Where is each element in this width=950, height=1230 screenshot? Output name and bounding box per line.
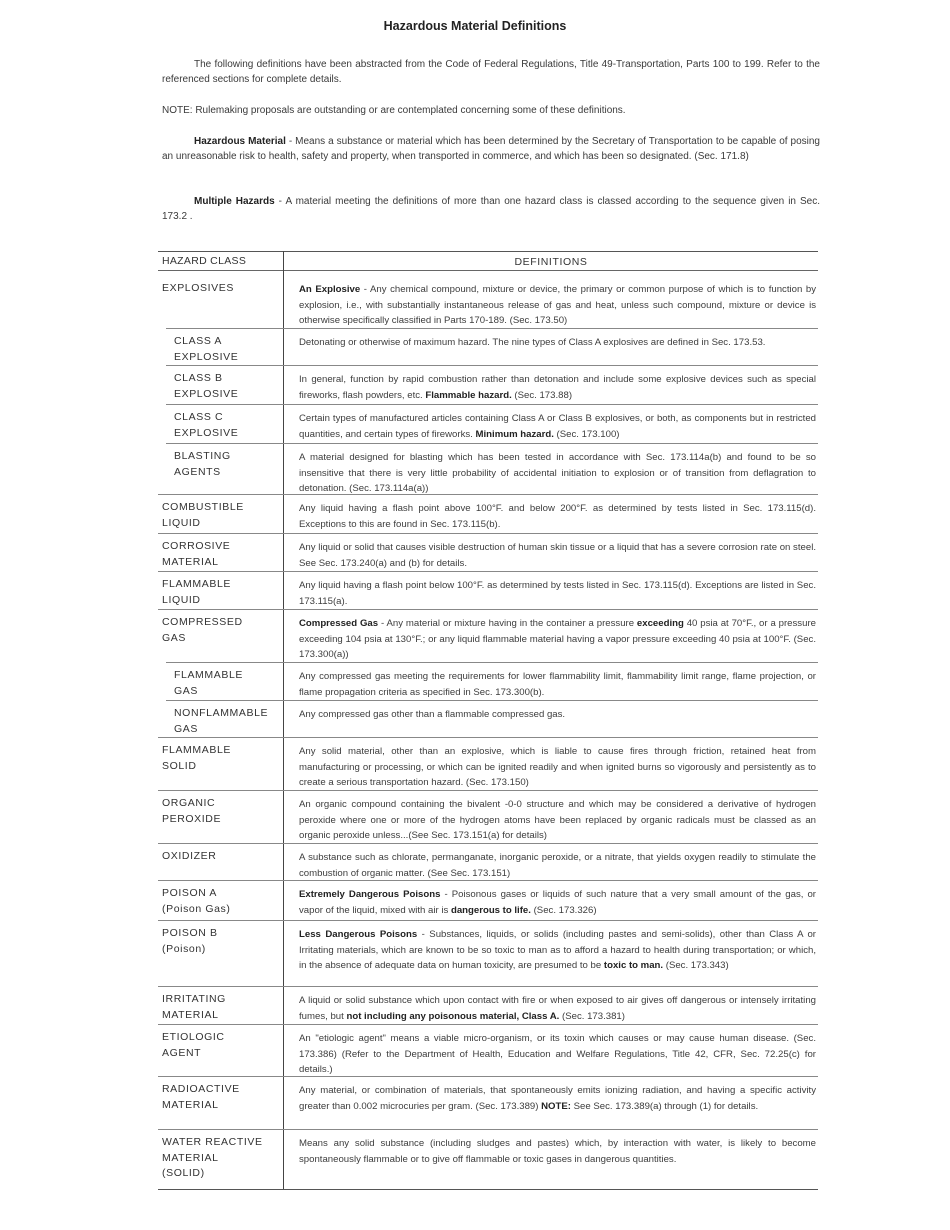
hazard-class-cell: OXIDIZER [162, 850, 217, 862]
definition-cell [299, 411, 816, 442]
row-rule [166, 365, 818, 366]
hazard-class-cell: NONFLAMMABLE GAS [174, 707, 269, 735]
definition-text: An organic compound containing the bivalent -0-0 structure and which may be considered a derivative of hydrogen peroxide where one or more of the hydrogen atoms have been replaced by organic radicals must be classed as an organic peroxide unless...(See Sec. 173.151(a) for details) [299, 799, 816, 841]
definition-emphasis: An Explosive [299, 284, 361, 295]
row-rule [166, 404, 818, 405]
definition-text: Certain types of manufactured articles containing Class A or Class B explosives, or both, as components but in restricted quantities, and certain types of fireworks. [299, 413, 816, 440]
definition-text: Any compressed gas other than a flammable compressed gas. [299, 709, 566, 720]
table-bottom-rule [158, 1189, 818, 1190]
row-rule [158, 986, 818, 987]
hazard-class-cell: IRRITATING MATERIAL [162, 993, 226, 1021]
definition-emphasis: NOTE: [541, 1100, 571, 1112]
definition-text: Any liquid having a flash point below 100°F. as determined by tests listed in Sec. 173.115(d). Exceptions are listed in Sec. 173.115(a). [299, 580, 816, 607]
definition-cell [299, 669, 816, 700]
definition-text: (Sec. 173.88) [511, 389, 573, 401]
definition-emphasis: not including any poisonous material, Class A. [346, 1010, 560, 1022]
definition-cell [299, 540, 816, 571]
hazardous-material-term: Hazardous Material [194, 136, 286, 147]
definition-text: A liquid or solid substance which upon contact with fire or when exposed to air gives off dangerous or intensely irritating fumes, but [299, 995, 816, 1022]
multiple-hazards-text: - A material meeting the definitions of more than one hazard class is classed according to the sequence given in Sec. 173.2 . [162, 196, 820, 222]
hazard-class-cell: BLASTING AGENTS [174, 450, 231, 478]
definition-text: - Any material or mixture having in the container a pressure [378, 618, 637, 629]
note-paragraph: NOTE: Rulemaking proposals are outstanding or are contemplated concerning some of these definitions. [162, 105, 626, 116]
multiple-hazards-paragraph [162, 194, 820, 224]
page-title: Hazardous Material Definitions [383, 19, 567, 33]
definition-emphasis: dangerous to life. [450, 904, 531, 916]
definition-text: - Any chemical compound, mixture or device, the primary or common purpose of which is to function by explosion, i.e., with substantially instantaneous release of gas and heat, unless such compound, mixture or device is otherwise specifically classified in Parts 170-189. (Sec. 173.50) [299, 284, 817, 326]
definition-emphasis: exceeding [636, 618, 684, 629]
definition-cell [299, 450, 816, 497]
definition-cell [299, 927, 816, 974]
definition-cell [299, 282, 816, 329]
row-rule [158, 737, 818, 738]
hazard-class-cell: WATER REACTIVE MATERIAL (SOLID) [162, 1136, 263, 1179]
definition-text: Any material, or combination of materials, that spontaneously emits ionizing radiation, and having a specific activity greater than 0.002 microcuries per gram. (Sec. 173.389) [299, 1085, 816, 1112]
row-rule [158, 609, 818, 610]
definition-emphasis: Flammable hazard. [425, 389, 512, 401]
hazard-class-cell: CORROSIVE MATERIAL [162, 540, 231, 568]
hazard-class-cell: RADIOACTIVE MATERIAL [162, 1083, 240, 1111]
definition-cell [299, 887, 816, 918]
hazard-class-cell: COMBUSTIBLE LIQUID [162, 501, 244, 529]
definition-cell [299, 993, 816, 1024]
hazard-class-cell: ORGANIC PEROXIDE [162, 797, 222, 825]
multiple-hazards-term: Multiple Hazards [194, 196, 275, 207]
hazard-class-cell: ETIOLOGIC AGENT [162, 1031, 225, 1059]
definition-cell [299, 335, 816, 351]
hazard-class-cell: CLASS C EXPLOSIVE [174, 411, 239, 439]
definition-cell [299, 578, 816, 609]
hazard-class-cell: EXPLOSIVES [162, 282, 234, 294]
row-rule [166, 662, 818, 663]
definition-cell [299, 850, 816, 881]
definition-emphasis: Extremely Dangerous Poisons [299, 889, 441, 900]
hazardous-material-text: - Means a substance or material which has been determined by the Secretary of Transportation to be capable of posing an unreasonable risk to health, safety and property, when transported in commerce, and which has been so designated. (Sec. 171.8) [162, 136, 820, 162]
definition-text: Detonating or otherwise of maximum hazard. The nine types of Class A explosives are defined in Sec. 173.53. [299, 337, 766, 348]
definition-text: (Sec. 173.326) [530, 904, 597, 916]
definition-emphasis: Minimum hazard. [475, 428, 554, 440]
definition-text: Means any solid substance (including sludges and pastes) which, by interaction with water, is likely to become spontaneously flammable or to give off flammable or toxic gases in dangerous quantities. [299, 1138, 816, 1165]
definition-text: An "etiologic agent" means a viable micro-organism, or its toxin which causes or may cause human disease. (Sec. 173.386) (Refer to the Department of Health, Education and Welfare Regulations, Title 42, CFR, Sec. 72.25(c) for details.) [299, 1033, 816, 1075]
definition-emphasis: Less Dangerous Poisons [299, 929, 418, 940]
column-divider [283, 251, 284, 1189]
row-rule [158, 843, 818, 844]
definition-text: - Poisonous gases or liquids of such nature that a very small amount of the gas, or vapor of the liquid, mixed with air is [299, 889, 816, 916]
hazard-class-cell: POISON B (Poison) [162, 927, 218, 955]
definition-text: (Sec. 173.100) [553, 428, 620, 440]
header-definitions: DEFINITIONS [514, 256, 588, 268]
definition-cell [299, 616, 816, 663]
row-rule [166, 700, 818, 701]
row-rule [166, 443, 818, 444]
definition-cell [299, 797, 816, 844]
hazard-class-cell: POISON A (Poison Gas) [162, 887, 231, 915]
definition-text: A substance such as chlorate, permanganate, inorganic peroxide, or a nitrate, that yields oxygen readily to stimulate the combustion of organic matter. (See Sec. 173.151) [299, 852, 816, 879]
hazard-class-cell: CLASS A EXPLOSIVE [174, 335, 239, 363]
definition-text: Any compressed gas meeting the requirements for lower flammability limit, flammability limit range, flame projection, or flame propagation criteria as specified in Sec. 173.300(b). [299, 671, 816, 698]
definition-text: In general, function by rapid combustion rather than detonation and include some explosive devices such as special fireworks, flash powders, etc. [299, 374, 816, 401]
hazard-class-cell: CLASS B EXPLOSIVE [174, 372, 239, 400]
row-rule [158, 920, 818, 921]
definition-cell [299, 707, 816, 723]
intro-paragraph: The following definitions have been abstracted from the Code of Federal Regulations, Title 49-Transportation, Parts 100 to 199. Refer to the referenced sections for complete details. [162, 59, 820, 85]
row-rule [158, 790, 818, 791]
hazard-class-cell: COMPRESSED GAS [162, 616, 243, 644]
header-hazard-class: HAZARD CLASS [162, 255, 247, 267]
definition-cell [299, 372, 816, 403]
definition-emphasis: Compressed Gas [299, 618, 379, 629]
definition-cell [299, 1136, 816, 1167]
hazard-class-cell: FLAMMABLE GAS [174, 669, 243, 697]
row-rule [158, 1076, 818, 1077]
definition-text: (Sec. 173.381) [559, 1010, 625, 1022]
definition-cell [299, 501, 816, 532]
row-rule [158, 533, 818, 534]
definition-text: Any liquid or solid that causes visible destruction of human skin tissue or a liquid that has a severe corrosion rate on steel. See Sec. 173.240(a) and (b) for details. [299, 542, 816, 569]
definition-text: Any liquid having a flash point above 100°F. and below 200°F. as determined by tests listed in Sec. 173.115(d). Exceptions to this are found in Sec. 173.115(b). [299, 503, 816, 530]
hazard-class-cell: FLAMMABLE LIQUID [162, 578, 231, 606]
row-rule [158, 571, 818, 572]
definition-emphasis: toxic to man. [603, 960, 664, 971]
row-rule [158, 1024, 818, 1025]
header-rule [158, 270, 818, 271]
hazardous-material-paragraph [162, 134, 820, 164]
definition-cell [299, 744, 816, 791]
definition-text: See Sec. 173.389(a) through (1) for details. [570, 1100, 759, 1112]
definition-text: A material designed for blasting which has been tested in accordance with Sec. 173.114a(b) and found to be so insensitive that there is very little probability of accidental initiation to explosion or of transition from deflagration to detonation. (Sec. 173.114a(a)) [299, 452, 816, 494]
row-rule [158, 880, 818, 881]
definition-text: 40 psia at 70°F., or a pressure exceeding 104 psia at 130°F.; or any liquid flammable material having a vapor pressure exceeding 40 psia at 100°F. (Sec. 173.300(a)) [299, 618, 816, 660]
hazard-class-cell: FLAMMABLE SOLID [162, 744, 231, 772]
row-rule [158, 1129, 818, 1130]
definition-text: Any solid material, other than an explosive, which is liable to cause fires through friction, retained heat from manufacturing or processing, or which can be ignited readily and when ignited burns so vigorously and persistently as to create a serious transportation hazard. (Sec. 173.150) [299, 746, 816, 788]
row-rule [166, 328, 818, 329]
definition-text: (Sec. 173.343) [663, 960, 729, 971]
definition-cell [299, 1083, 816, 1114]
table-top-rule [158, 251, 818, 252]
definition-cell [299, 1031, 816, 1078]
row-rule [158, 494, 818, 495]
definition-text: - Substances, liquids, or solids (including pastes and semi-solids), other than Class A or Irritating materials, which are known to be so toxic to man as to afford a hazard to health during transportation; or which, in the absence of adequate data on human toxicity, are presumed to be [299, 929, 816, 971]
